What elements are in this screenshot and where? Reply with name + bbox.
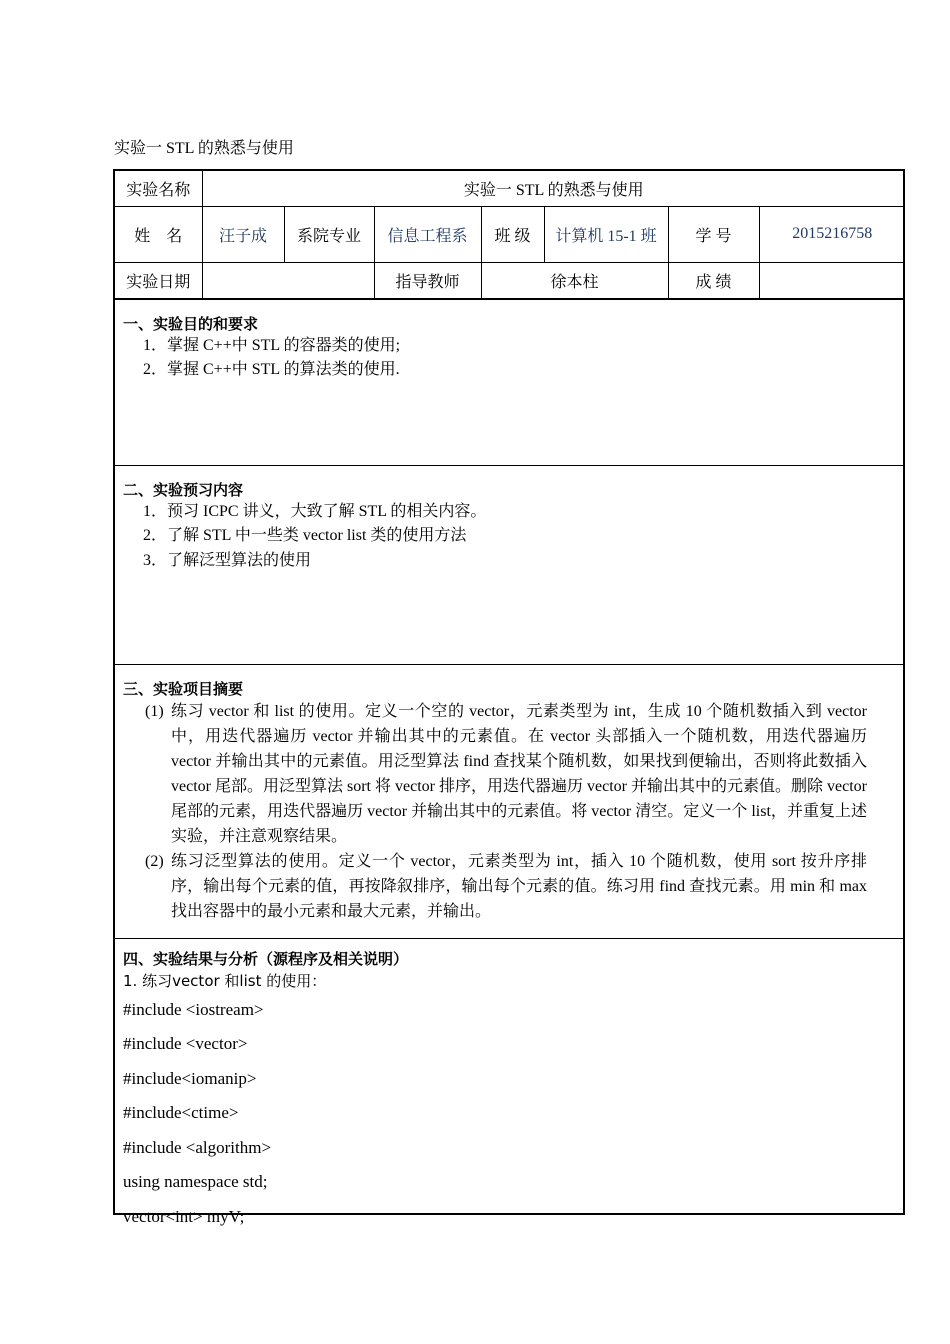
student-name-value: 汪子成	[202, 206, 284, 262]
results-intro: 1. 练习vector 和list 的使用：	[123, 971, 327, 990]
department-label: 系院专业	[284, 206, 374, 262]
purpose-heading: 一、实验目的和要求	[123, 314, 259, 333]
summary-item-text: 练习 vector 和 list 的使用。定义一个空的 vector，元素类型为 int，生成 10 个随机数插入到 vector 中，用迭代器遍历 vector 并输出其中的元素值。在 vector 头部插入一个随机数，用迭代器遍历 vector 并输出其中的元素值。用泛型算法 find 查找某个随机数，如果找到便输出，否则将此数插入 vector 尾部。用泛型算法 sort 将 vector 排序，用迭代器遍历 vector 并输出其中的元素值。删除 vector 尾部的元素，用迭代器遍历 vector 并输出其中的元素值。将 vector 清空。定义一个 list，并重复上述实验，并注意观察结果。	[171, 702, 867, 845]
teacher-value: 徐本柱	[481, 262, 668, 298]
student-id-value: 2015216758	[759, 206, 905, 262]
summary-item-number: (2)	[145, 852, 164, 870]
summary-item-number: (1)	[145, 702, 164, 720]
preview-heading: 二、实验预习内容	[123, 480, 244, 499]
summary-heading: 三、实验项目摘要	[123, 679, 244, 698]
preview-item: 2．了解 STL 中一些类 vector list 类的使用方法	[143, 527, 467, 544]
purpose-item: 2．掌握 C++中 STL 的算法类的使用.	[143, 361, 400, 378]
results-section	[115, 949, 903, 1251]
info-table	[115, 171, 905, 299]
results-heading: 四、实验结果与分析（源程序及相关说明）	[123, 949, 409, 968]
department-value: 信息工程系	[374, 206, 481, 262]
experiment-date-label: 实验日期	[115, 262, 202, 298]
purpose-item: 1．掌握 C++中 STL 的容器类的使用;	[143, 336, 401, 354]
summary-item	[123, 849, 895, 924]
code-line: #include<ctime>	[123, 1103, 239, 1122]
experiment-name-label: 实验名称	[115, 171, 202, 206]
code-line: #include <iostream>	[123, 999, 264, 1019]
class-label: 班 级	[481, 206, 544, 262]
class-value: 计算机 15-1 班	[544, 206, 668, 262]
student-name-label: 姓 名	[115, 206, 202, 262]
summary-section	[115, 679, 903, 939]
experiment-date-value	[202, 262, 374, 298]
teacher-label: 指导教师	[374, 262, 481, 298]
code-line: #include <algorithm>	[123, 1137, 272, 1157]
summary-item-text: 练习泛型算法的使用。定义一个 vector，元素类型为 int，插入 10 个随机数，使用 sort 按升序排序，输出每个元素的值，再按降叙排序，输出每个元素的值。练习用 find 查找元素。用 min 和 max 找出容器中的最小元素和最大元素，并输出。	[171, 852, 867, 920]
code-line: #include<iomanip>	[123, 1068, 257, 1088]
preview-item: 3．了解泛型算法的使用	[143, 551, 312, 569]
report-frame	[113, 169, 905, 1226]
code-line: vector<int> myV;	[123, 1206, 245, 1226]
summary-item	[123, 699, 895, 849]
experiment-name-value: 实验一 STL 的熟悉与使用	[202, 171, 905, 206]
code-line: using namespace std;	[123, 1172, 268, 1191]
purpose-section	[115, 299, 903, 466]
code-line: #include <vector>	[123, 1034, 248, 1053]
document-title: 实验一 STL 的熟悉与使用	[114, 140, 294, 157]
preview-section	[115, 480, 903, 665]
grade-label: 成 绩	[668, 262, 759, 298]
preview-item: 1．预习 ICPC 讲义，大致了解 STL 的相关内容。	[143, 502, 487, 520]
student-id-label: 学 号	[668, 206, 759, 262]
grade-value	[759, 262, 905, 298]
